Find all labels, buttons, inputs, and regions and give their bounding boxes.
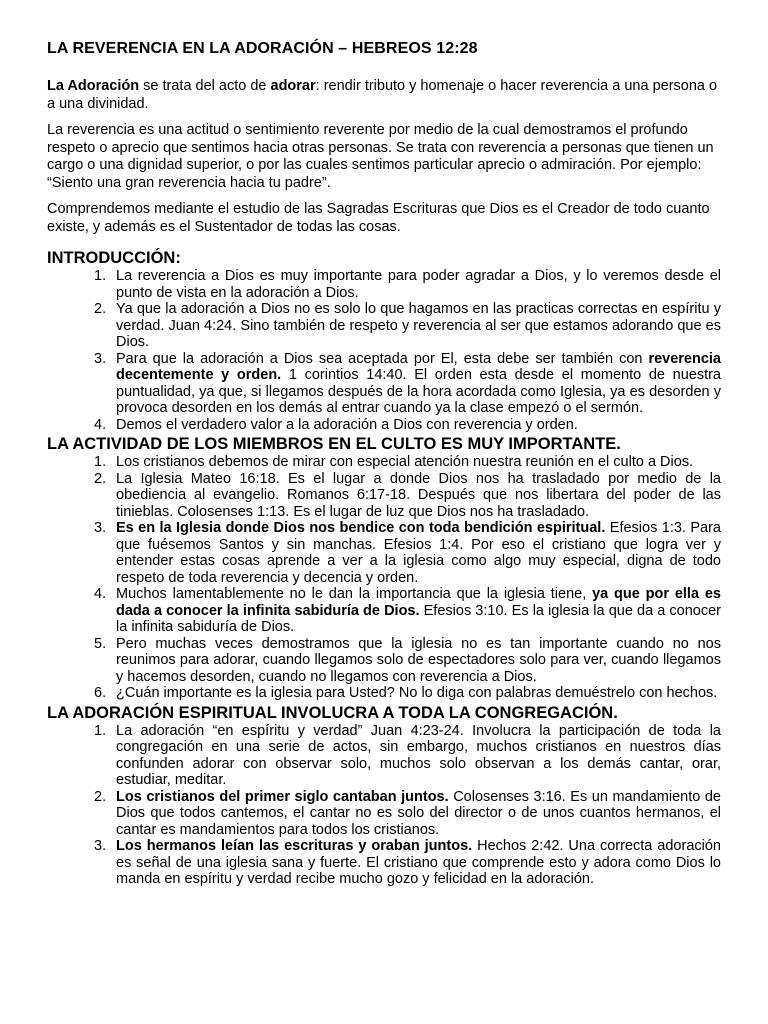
list-item: 3. Los hermanos leían las escrituras y oraban juntos. Hechos 2:42. Una correcta adoración es señal de una iglesia sana y fuerte. El cristiano que comprende esto y adora como Dios lo manda en espíritu y verdad recibe mucho gozo y felicidad en la adoración. (94, 838, 721, 887)
list-actividad (47, 454, 721, 702)
list-item: 3. Es en la Iglesia donde Dios nos bendice con toda bendición espiritual. Efesios 1:3. Para que fuésemos Santos y sin manchas. Efesios 1:4. Por eso el cristiano que logra ver y entender estas cosas aprende a ver a la iglesia como algo muy especial, digna de todo respeto de toda reverencia y decencia y orden. (94, 520, 721, 586)
intro-paragraph-1: La Adoración se trata del acto de adorar: rendir tributo y homenaje o hacer reverencia a una persona o a una divinidad. (47, 78, 718, 112)
intro-paragraph-2: La reverencia es una actitud o sentimiento reverente por medio de la cual demostramos el profundo respeto o aprecio que sentimos hacia otras personas. Se trata con reverencia a personas que tienen un cargo o una dignidad superior, o por las cuales sentimos particular aprecio o admiración. Por ejemplo: “Siento una gran reverencia hacia tu padre”. (47, 122, 714, 191)
list-item: 2. Ya que la adoración a Dios no es solo lo que hagamos en las practicas correctas en espíritu y verdad. Juan 4:24. Sino también de respeto y reverencia al ser que estamos adorando que es Dios. (94, 301, 721, 350)
list-item: 2. Los cristianos del primer siglo cantaban juntos. Colosenses 3:16. Es un mandamiento de Dios que todos cantemos, el cantar no es solo del director o de unos cuantos hermanos, el cantar es mandamientos para todos los cristianos. (94, 788, 721, 838)
list-item: 4. Demos el verdadero valor a la adoración a Dios con reverencia y orden. (94, 416, 578, 433)
document-title: LA REVERENCIA EN LA ADORACIÓN – HEBREOS 12:28 (47, 40, 478, 57)
intro-paragraph-3: Comprendemos mediante el estudio de las Sagradas Escrituras que Dios es el Creador de todo cuanto existe, y además es el Sustentador de todas las cosas. (47, 201, 710, 235)
list-item: 1. Los cristianos debemos de mirar con especial atención nuestra reunión en el culto a Dios. (94, 454, 694, 470)
list-item: 2. La Iglesia Mateo 16:18. Es el lugar a donde Dios nos ha trasladado por medio de la obediencia al evangelio. Romanos 6:17-18. Después que nos libertara del poder de las tinieblas. Colosenses 1:13. Es el lugar de luz que Dios nos ha trasladado. (94, 470, 721, 520)
list-introduccion (47, 268, 721, 433)
list-item: 1. La reverencia a Dios es muy importante para poder agradar a Dios, y lo veremos desde el punto de vista en la adoración a Dios. (94, 268, 721, 301)
list-item: 1. La adoración “en espíritu y verdad” Juan 4:23-24. Involucra la participación de toda la congregación en una serie de actos, sin embargo, muchos cristianos en nuestros días confunden adorar con observar solo, muchos solo observan a los demás cantar, orar, estudiar, meditar. (94, 722, 721, 788)
section-heading-adoracion-espiritual: LA ADORACIÓN ESPIRITUAL INVOLUCRA A TODA LA CONGREGACIÓN. (47, 703, 618, 722)
list-adoracion-espiritual (47, 723, 721, 888)
section-heading-actividad: LA ACTIVIDAD DE LOS MIEMBROS EN EL CULTO ES MUY IMPORTANTE. (47, 435, 621, 453)
list-item: 5. Pero muchas veces demostramos que la iglesia no es tan importante cuando no nos reunimos para adorar, cuando llegamos solo de espectadores solo para ver, cuando llegamos y hacemos desorden, cuando no llegamos con reverencia a Dios. (94, 635, 721, 685)
list-item: 4. Muchos lamentablemente no le dan la importancia que la iglesia tiene, ya que por ella es dada a conocer la infinita sabiduría de Dios. Efesios 3:10. Es la iglesia la que da a conocer la infinita sabiduría de Dios. (94, 586, 721, 635)
document-page (47, 40, 721, 888)
section-heading-introduccion: INTRODUCCIÓN: (47, 249, 181, 267)
list-item: 3. Para que la adoración a Dios sea aceptada por El, esta debe ser también con reverencia decentemente y orden. 1 corintios 14:40. El orden esta desde el momento de nuestra puntualidad, ya que, si llegamos después de la hora acordada como Iglesia, ya es desorden y provoca desorden en los demás al entrar cuando ya la clase empezó o el sermón. (94, 350, 721, 416)
list-item: 6. ¿Cuán importante es la iglesia para Usted? No lo diga con palabras demuéstrelo con hechos. (94, 685, 718, 701)
